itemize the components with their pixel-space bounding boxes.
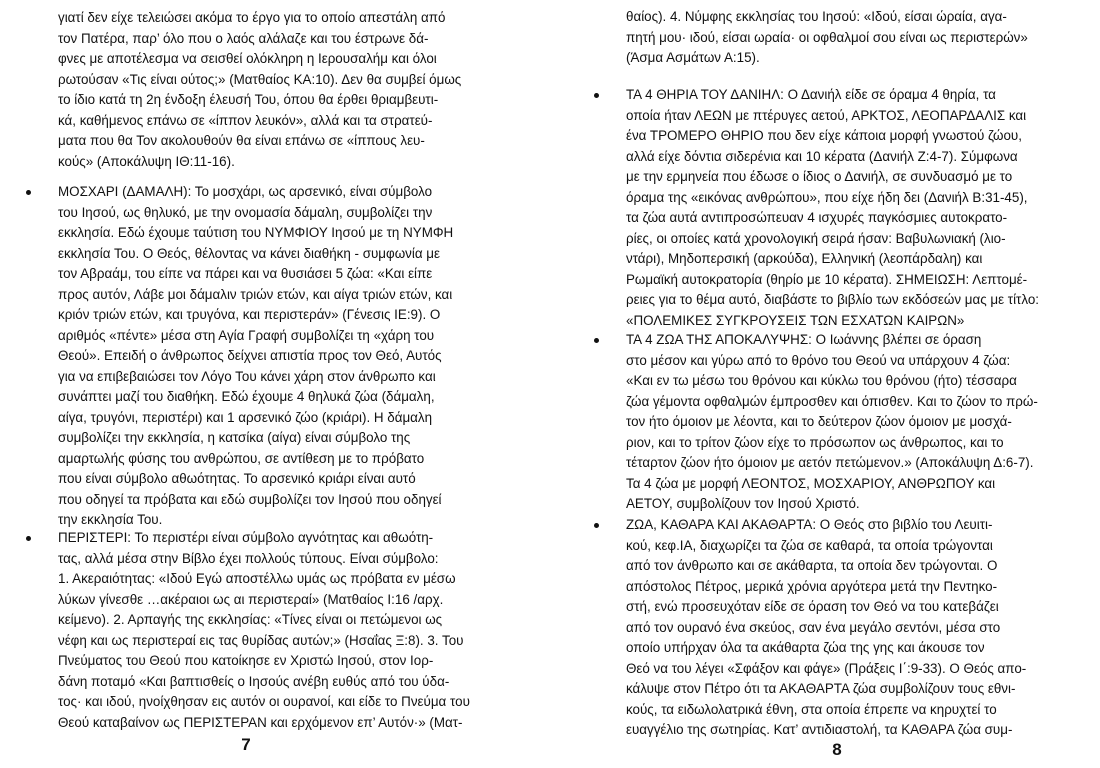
text-line: φνες με αποτέλεσμα να σεισθεί ολόκληρη η Ιερουσαλήμ και όλοι [58,51,437,66]
text-line: ευαγγέλιο της σωτηρίας. Κατ’ αντιδιαστολή, τα ΚΑΘΑΡΑ ζώα συμ- [626,722,1013,737]
text-line: νέφη και ως περιστεραί εις τας θυρίδας αυτών;» (Ησαΐας Ξ:8). 3. Του [58,632,464,648]
text-line: οποίο υπήρχαν όλα τα ακάθαρτα ζώα της γης και άκουσε τον [626,640,985,655]
text-line: αμαρτωλής φύσης του ανθρώπου, σε αντίθεση με το πρόβατο [58,450,425,466]
text-line: κάλυψε στον Πέτρο ότι τα ΑΚΑΘΑΡΤΑ ζώα συμβολίζουν τους εθνι- [626,681,1016,696]
text-line: Θεό να του λέγει «Σφάξον και φάγε» (Πράξεις Ι΄:9-33). Ο Θεός απο- [626,660,1027,676]
text-line: κριόν τριών ετών, και τρυγόνα, και περιστεράν» (Γένεσις ΙΕ:9). Ο [58,307,441,322]
text-line: πητή μου· ιδού, είσαι ωραία· οι οφθαλμοί σου είναι ως περιστερών» [626,29,1028,45]
text-line: από τον άνθρωπο και σε ακάθαρτα, τα οποία δεν τρώγονται. Ο [626,558,998,573]
list-bullet [26,190,31,195]
text-line: αριθμός «πέντε» μέσα στη Αγία Γραφή συμβολίζει τη «χάρη του [58,327,435,343]
text-line: δάνη ποταμό «Και βαπτισθείς ο Ιησούς ανέβη ευθύς από του ύδα- [58,673,450,689]
text-line: ντάρι), Μηδοπερσική (αρκούδα), Ελληνική (λεοπάρδαλη) και [626,251,983,266]
text-line: ρίες, οι οποίες κατά χρονολογική σειρά ήσαν: Βαβυλωνιακή (λιο- [626,230,1006,246]
text-line: συνάπτει μαζί του διαθήκη. Εδώ έχουμε 4 θηλυκά ζώα (δάμαλη, [58,389,435,404]
text-line: ΠΕΡΙΣΤΕΡΙ: Το περιστέρι είναι σύμβολο αγνότητας και αθωότη- [58,530,434,545]
text-line: λύκων γίνεσθε …ακέραιοι ως αι περιστεραί» (Ματθαίος Ι:16 /αρχ. [58,591,444,607]
text-line: Θεού». Επειδή ο άνθρωπος δείχνει απιστία προς τον Θεό, Αυτός [58,348,442,363]
text-line: από τον ουρανό ένα σκεύος, σαν ένα μεγάλο σεντόνι, μέσα στο [626,619,1001,635]
text-line: του Ιησού, ως θηλυκό, με την ονομασία δάμαλη, συμβολίζει την [58,204,433,220]
text-line: ζώα γέμοντα οφθαλμών έμπροσθεν και όπισθεν. Και το ζώον το πρώ- [626,393,1038,409]
text-line: προς αυτόν, Λάβε μοι δάμαλιν τριών ετών, και αίγα τριών ετών, και [58,286,453,302]
text-line: οποία ήταν ΛΕΩΝ με πτέρυγες αετού, ΑΡΚΤΟΣ, ΛΕΟΠΑΡΔΑΛΙΣ και [626,107,1027,123]
text-line: αλλά είχε δόντια σιδερένια και 10 κέρατα (Δανιήλ Ζ:4-7). Σύμφωνα [626,148,1018,164]
text-line: τος· και ιδού, ηνοίχθησαν εις αυτόν οι ουρανοί, και είδε το Πνεύμα του [58,694,470,709]
text-line: τέταρτον ζώον ήτο όμοιον με αετόν πετώμενον.» (Αποκάλυψη Δ:6-7). [626,455,1034,470]
text-line: στο μέσον και γύρω από το θρόνο του Θεού να υπάρχουν 4 ζώα: [626,352,1011,368]
text-line: την εκκλησία Του. [58,512,163,527]
text-line: κά, καθήμενος επάνω σε «ίππον λευκόν», αλλά και τα στρατεύ- [58,112,433,128]
text-line: κούς» (Αποκάλυψη ΙΘ:11-16). [58,153,235,169]
right-page [550,0,1100,768]
text-line: Τα 4 ζώα με μορφή ΛΕΟΝΤΟΣ, ΜΟΣΧΑΡΙΟΥ, ΑΝΘΡΩΠΟΥ και [626,475,996,491]
page-number-right: 8 [832,740,842,759]
text-line: γιατί δεν είχε τελειώσει ακόμα το έργο για το οποίο απεστάλη από [58,10,446,25]
text-line: ΜΟΣΧΑΡΙ (ΔΑΜΑΛΗ): Το μοσχάρι, ως αρσενικό, είναι σύμβολο [58,184,433,199]
text-line: «ΠΟΛΕΜΙΚΕΣ ΣΥΓΚΡΟΥΣΕΙΣ ΤΩΝ ΕΣΧΑΤΩΝ ΚΑΙΡΩΝ» [626,312,965,328]
text-line: ΤΑ 4 ΘΗΡΙΑ ΤΟΥ ΔΑΝΙΗΛ: Ο Δανιήλ είδε σε όραμα 4 θηρία, τα [626,87,996,102]
text-line: όραμα της «εικόνας ανθρώπου», που είχε ήδη δει (Δανιήλ Β:31-45), [626,189,1028,205]
text-line: ριον, και το τρίτον ζώον είχε το πρόσωπον ως άνθρωπος, και το [626,434,1004,450]
text-line: κούς, τα ειδωλολατρικά έθνη, στα οποία έπρεπε να κηρυχτεί το [626,701,997,717]
text-line: κού, κεφ.ΙΑ, διαχωρίζει τα ζώα σε καθαρά, τα οποία τρώγονται [626,537,993,553]
text-line: εκκλησία Του. Ο Θεός, θέλοντας να κάνει διαθήκη - συμφωνία με [58,245,440,261]
text-line: εκκλησία. Εδώ έχουμε ταύτιση του ΝΥΜΦΙΟΥ Ιησού με τη ΝΥΜΦΗ [58,225,454,240]
text-line: τα ζώα αυτά αντιπροσώπευαν 4 ισχυρές παγκόσμιες αυτοκρατο- [626,210,1008,225]
text-line: ΑΕΤΟΥ, συμβολίζουν τον Ιησού Χριστό. [626,496,860,511]
text-line: τον ήτο όμοιον με λέοντα, και το δεύτερον ζώον όμοιον με μοσχά- [626,414,1012,429]
text-line: τον Αβραάμ, του είπε να πάρει και να θυσιάσει 5 ζώα: «Και είπε [58,266,433,281]
text-line: στή, ενώ προσευχόταν είδε σε όραση τον Θεό να του κατεβάζει [626,599,999,614]
text-line: αίγα, τρυγόνι, περιστέρι) και 1 αρσενικό ζώο (κριάρι). Η δάμαλη [58,409,433,425]
text-line: τας, αλλά μέσα στην Βίβλο έχει πολλούς τύπους. Είναι σύμβολο: [58,550,439,566]
list-bullet [594,93,599,98]
list-bullet [26,536,31,541]
text-line: Πνεύματος του Θεού που κατοίκησε εν Χριστώ Ιησού, στον Ιορ- [58,653,434,668]
text-line: με την ερμηνεία που έδωσε ο ίδιος ο Δανιήλ, σε συνδυασμό με το [626,169,1013,184]
text-line: που είναι σύμβολο αθωότητας. Το αρσενικό κριάρι είναι αυτό [58,471,416,486]
text-line: συμβολίζει την εκκλησία, η κατσίκα (αίγα) είναι σύμβολο της [58,430,411,445]
text-line: ΖΩΑ, ΚΑΘΑΡΑ ΚΑΙ ΑΚΑΘΑΡΤΑ: Ο Θεός στο βιβλίο του Λευιτι- [626,517,993,532]
text-line: που οδηγεί τα πρόβατα και εδώ συμβολίζει τον Ιησού που οδηγεί [58,491,442,507]
text-line: ρειες για το θέμα αυτό, διαβάστε το βιβλίο των εκδόσεών μας με τίτλο: [626,292,1040,307]
text-line: απόστολος Πέτρος, μερικά χρόνια αργότερα μετά την Πεντηκο- [626,578,998,594]
text-line: Θεού καταβαίνον ως ΠΕΡΙΣΤΕΡΑΝ και ερχόμενον επ’ Αυτόν·» (Ματ- [58,714,463,730]
text-line: τον Πατέρα, παρ’ όλο που ο λαός αλάλαζε και του έστρωνε δά- [58,30,429,46]
text-line: για να επιβεβαιώσει τον Λόγο Του κάνει χάρη στον άνθρωπο και [58,368,436,384]
text-line: θαίος). 4. Νύμφης εκκλησίας του Ιησού: «Ιδού, είσαι ώραία, αγα- [626,9,1007,24]
text-line: «Και εν τω μέσω του θρόνου και κύκλω του θρόνου (ήτο) τέσσαρα [626,373,1017,388]
text-line: ΤΑ 4 ΖΩΑ ΤΗΣ ΑΠΟΚΑΛΥΨΗΣ: Ο Ιωάννης βλέπει σε όραση [626,332,982,347]
text-line: ματα που θα Τον ακολουθούν θα είναι επάνω σε «ίππους λευ- [58,133,425,148]
text-line: 1. Ακεραιότητας: «Ιδού Εγώ αποστέλλω υμάς ως πρόβατα εν μέσω [58,571,456,586]
list-bullet [594,523,599,528]
text-line: κείμενο). 2. Αρπαγής της εκκλησίας: «Τίνες είναι οι πετώμενοι ως [58,612,443,627]
text-line: ρωτούσαν «Τις είναι ούτος;» (Ματθαίος ΚΑ:10). Δεν θα συμβεί όμως [58,71,462,87]
text-line: ένα ΤΡΟΜΕΡΟ ΘΗΡΙΟ που δεν είχε κάποια μορφή γνωστού ζώου, [626,128,1022,143]
text-line: το ίδιο κατά τη 2η ένδοξη έλευσή Του, όπου θα έρθει θριαμβευτι- [58,92,439,107]
text-line: Ρωμαϊκή αυτοκρατορία (θηρίο με 10 κέρατα). ΣΗΜΕΙΩΣΗ: Λεπτομέ- [626,271,1028,287]
list-bullet [594,338,599,343]
text-line: (Άσμα Ασμάτων Α:15). [626,50,760,65]
page-number-left: 7 [241,735,251,754]
